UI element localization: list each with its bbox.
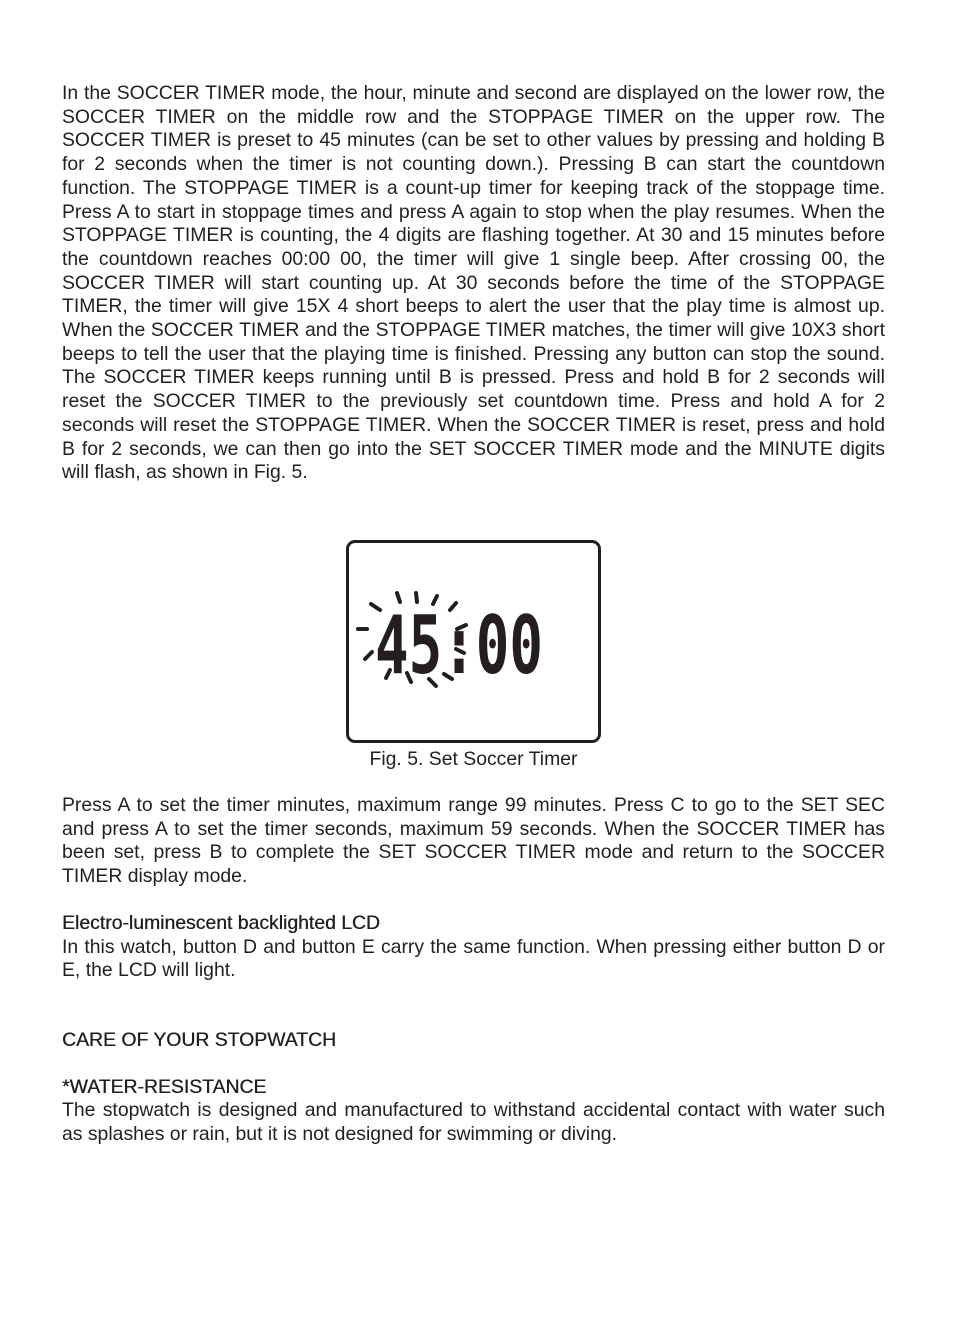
water-resistance-paragraph: The stopwatch is designed and manufactured to withstand accidental contact with water such as splashes or rain, but it is not designed for swimming or diving. (62, 1099, 885, 1146)
lcd-time-readout: 45:00 (375, 599, 543, 692)
figure-5 (62, 540, 885, 771)
set-timer-paragraph: Press A to set the timer minutes, maximum range 99 minutes. Press C to go to the SET SEC and press A to set the timer seconds, maximum 59 seconds. When the SOCCER TIMER has been set, press B to complete the SET SOCCER TIMER mode and return to the SOCCER TIMER display mode. (62, 794, 885, 888)
backlight-paragraph: In this watch, button D and button E carry the same function. When pressing either button D or E, the LCD will light. (62, 935, 885, 982)
soccer-timer-paragraph: In the SOCCER TIMER mode, the hour, minute and second are displayed on the lower row, the SOCCER TIMER on the middle row and the STOPPAGE TIMER on the upper row. The SOCCER TIMER is preset to 45 minutes (can be set to other values by pressing and holding B for 2 seconds when the timer is not counting down.). Pressing B can start the countdown function. The STOPPAGE TIMER is a count-up timer for keeping track of the stoppage time. Press A to start in stoppage times and press A again to stop when the play resumes. When the STOPPAGE TIMER is counting, the 4 digits are flashing together. At 30 and 15 minutes before the countdown reaches 00:00 00, the timer will give 1 single beep. After crossing 00, the SOCCER TIMER will start counting up. At 30 seconds before the time of the STOPPAGE TIMER, the timer will give 15X 4 short beeps to alert the user that the play time is almost up. When the SOCCER TIMER and the STOPPAGE TIMER matches, the timer will give 10X3 short beeps to tell the user that the playing time is finished. Pressing any button can stop the sound. The SOCCER TIMER keeps running until B is pressed. Press and hold B for 2 seconds will reset the SOCCER TIMER to the previously set countdown time. Press and hold A for 2 seconds will reset the STOPPAGE TIMER. When the SOCCER TIMER is reset, press and hold B for 2 seconds, we can then go into the SET SOCCER TIMER mode and the MINUTE digits will flash, as shown in Fig. 5. (62, 82, 885, 484)
lcd-digits-graphic (349, 543, 598, 740)
lcd-display (346, 540, 601, 743)
manual-page (62, 82, 885, 1147)
backlight-heading: Electro-luminescent backlighted LCD (62, 911, 380, 934)
figure-caption: Fig. 5. Set Soccer Timer (369, 748, 578, 770)
care-heading: CARE OF YOUR STOPWATCH (62, 1028, 337, 1051)
water-resistance-heading: *WATER-RESISTANCE (62, 1075, 267, 1098)
